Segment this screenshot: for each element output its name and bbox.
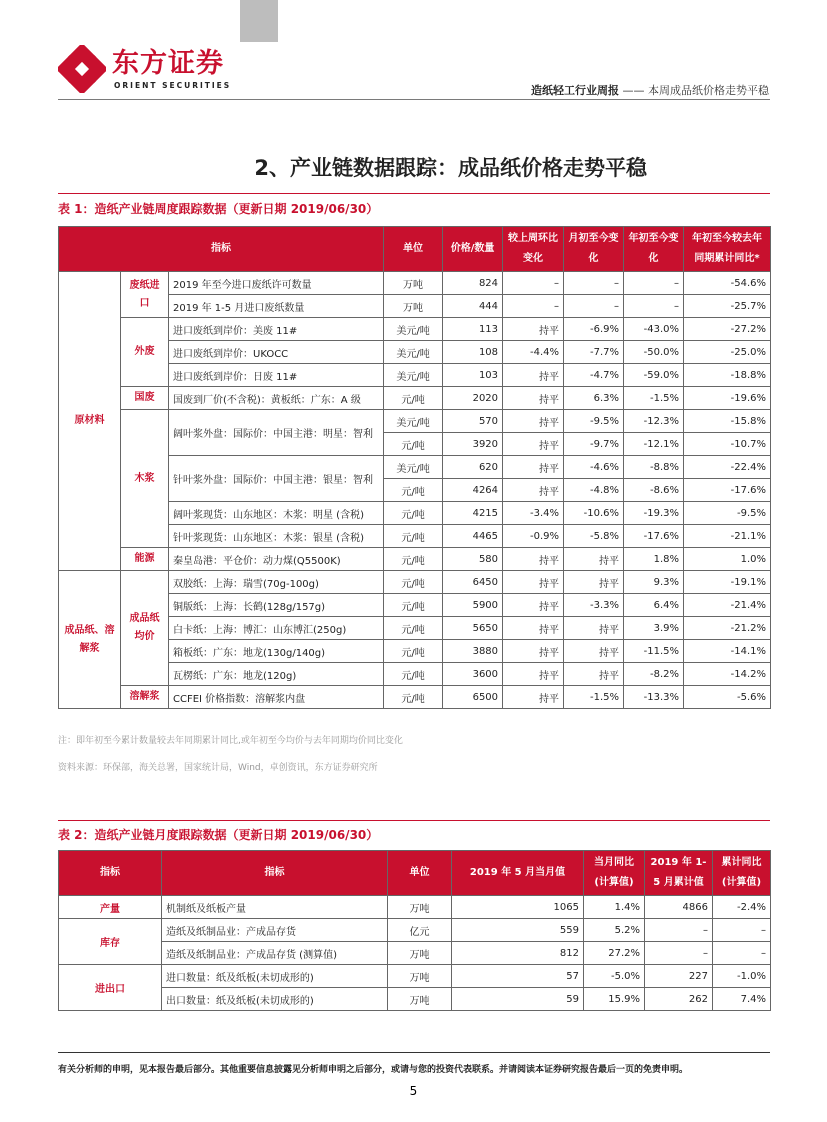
cat-inventory: 库存	[59, 919, 162, 965]
month-value-cell: 559	[452, 919, 584, 942]
price-cell: 108	[443, 341, 503, 364]
price-cell: 824	[443, 272, 503, 295]
ytd-cell: 3.9%	[624, 617, 684, 640]
unit-cell: 美元/吨	[384, 318, 443, 341]
header-cum-yoy: 累计同比(计算值)	[713, 851, 771, 896]
ytd-cell: 9.3%	[624, 571, 684, 594]
report-header	[531, 82, 769, 98]
sub-pulp: 木浆	[121, 410, 169, 548]
indicator-name: 阔叶浆现货：山东地区：木浆：明星 (含税)	[169, 502, 384, 525]
mtd-cell: 持平	[564, 617, 624, 640]
price-cell: 620	[443, 456, 503, 479]
unit-cell: 万吨	[388, 988, 452, 1011]
table2-header-row	[59, 851, 771, 896]
price-cell: 570	[443, 410, 503, 433]
header-category: 指标	[59, 851, 162, 896]
ytd-cell: -43.0%	[624, 318, 684, 341]
month-yoy-cell: 15.9%	[584, 988, 645, 1011]
unit-cell: 万吨	[388, 896, 452, 919]
indicator-name: 双胶纸：上海：瑞雪(70g-100g)	[169, 571, 384, 594]
unit-cell: 元/吨	[384, 502, 443, 525]
wow-cell: 持平	[503, 433, 564, 456]
wow-cell: 持平	[503, 617, 564, 640]
wow-cell: 持平	[503, 548, 564, 571]
cum-yoy-cell: –	[713, 942, 771, 965]
yoy-cell: 1.0%	[684, 548, 771, 571]
ytd-cell: -1.5%	[624, 387, 684, 410]
unit-cell: 万吨	[384, 272, 443, 295]
sub-energy: 能源	[121, 548, 169, 571]
mtd-cell: 持平	[564, 663, 624, 686]
wow-cell: 持平	[503, 594, 564, 617]
table-row	[59, 988, 771, 1011]
mtd-cell: -3.3%	[564, 594, 624, 617]
report-name: 造纸轻工行业周报	[531, 84, 619, 97]
page-number: 5	[409, 1084, 418, 1098]
ytd-cell: -8.6%	[624, 479, 684, 502]
indicator-name: 瓦楞纸：广东：地龙(120g)	[169, 663, 384, 686]
header-unit-2: 单位	[388, 851, 452, 896]
indicator-name: 进口废纸到岸价：UKOCC	[169, 341, 384, 364]
table-row	[59, 965, 771, 988]
footer-disclaimer: 有关分析师的申明，见本报告最后部分。其他重要信息披露见分析师申明之后部分，或请与您的投资代表联系。并请阅读本证券研究报告最后一页的免责申明。	[58, 1065, 689, 1075]
header-month: 2019 年 5 月当月值	[452, 851, 584, 896]
yoy-cell: -27.2%	[684, 318, 771, 341]
yoy-cell: -14.1%	[684, 640, 771, 663]
indicator-name: 造纸及纸制品业：产成品存货 (测算值)	[162, 942, 388, 965]
table-row	[59, 896, 771, 919]
cum-value-cell: 262	[645, 988, 713, 1011]
wow-cell: 持平	[503, 456, 564, 479]
indicator-name: 造纸及纸制品业：产成品存货	[162, 919, 388, 942]
indicator-name: 针叶浆现货：山东地区：木浆：银星 (含税)	[169, 525, 384, 548]
mtd-cell: -4.6%	[564, 456, 624, 479]
yoy-cell: -25.0%	[684, 341, 771, 364]
report-separator: ——	[619, 84, 648, 97]
mtd-cell: 持平	[564, 548, 624, 571]
price-cell: 6450	[443, 571, 503, 594]
unit-cell: 元/吨	[384, 663, 443, 686]
yoy-cell: -21.4%	[684, 594, 771, 617]
price-cell: 3880	[443, 640, 503, 663]
yoy-cell: -15.8%	[684, 410, 771, 433]
header-yoy: 年初至今较去年同期累计同比*	[684, 227, 771, 272]
yoy-cell: -22.4%	[684, 456, 771, 479]
sub-domestic-waste: 国废	[121, 387, 169, 410]
table-row	[59, 387, 771, 410]
table1-header-row	[59, 227, 771, 272]
report-subtitle: 本周成品纸价格走势平稳	[648, 84, 769, 97]
mtd-cell: –	[564, 295, 624, 318]
table-row	[59, 410, 771, 433]
table2-title: 表 2：造纸产业链月度跟踪数据（更新日期 2019/06/30）	[58, 828, 379, 842]
unit-cell: 元/吨	[384, 571, 443, 594]
section-title: 2、产业链数据跟踪：成品纸价格走势平稳	[254, 156, 647, 180]
header-divider	[58, 99, 770, 100]
table-row	[59, 548, 771, 571]
logo-english-name: ORIENT SECURITIES	[114, 81, 232, 90]
table1-top-rule	[58, 193, 770, 194]
mtd-cell: -5.8%	[564, 525, 624, 548]
wow-cell: 持平	[503, 640, 564, 663]
wow-cell: –	[503, 272, 564, 295]
ytd-cell: –	[624, 272, 684, 295]
unit-cell: 元/吨	[384, 548, 443, 571]
ytd-cell: –	[624, 295, 684, 318]
price-cell: 4465	[443, 525, 503, 548]
wow-cell: 持平	[503, 686, 564, 709]
group-paper-pulp: 成品纸、溶解浆	[59, 571, 121, 709]
table-row	[59, 686, 771, 709]
ytd-cell: -12.3%	[624, 410, 684, 433]
cum-yoy-cell: –	[713, 919, 771, 942]
header-gray-block	[240, 0, 278, 42]
month-value-cell: 57	[452, 965, 584, 988]
cum-value-cell: –	[645, 919, 713, 942]
logo-chinese-name: 东方证券	[112, 48, 224, 79]
wow-cell: –	[503, 295, 564, 318]
unit-cell: 元/吨	[384, 433, 443, 456]
price-cell: 6500	[443, 686, 503, 709]
month-value-cell: 1065	[452, 896, 584, 919]
indicator-name: 铜版纸：上海：长鹤(128g/157g)	[169, 594, 384, 617]
sub-dissolving-pulp: 溶解浆	[121, 686, 169, 709]
unit-cell: 元/吨	[384, 617, 443, 640]
table1-note: 注：即年初至今累计数量较去年同期累计同比,或年初至今均价与去年同期均价同比变化	[58, 736, 403, 746]
mtd-cell: -10.6%	[564, 502, 624, 525]
price-cell: 113	[443, 318, 503, 341]
header-wow: 较上周环比变化	[503, 227, 564, 272]
month-yoy-cell: 27.2%	[584, 942, 645, 965]
unit-cell: 美元/吨	[384, 456, 443, 479]
price-cell: 580	[443, 548, 503, 571]
sub-paper-price: 成品纸均价	[121, 571, 169, 686]
wow-cell: 持平	[503, 479, 564, 502]
yoy-cell: -18.8%	[684, 364, 771, 387]
mtd-cell: 6.3%	[564, 387, 624, 410]
wow-cell: 持平	[503, 571, 564, 594]
indicator-name: 2019 年至今进口废纸许可数量	[169, 272, 384, 295]
header-unit: 单位	[384, 227, 443, 272]
yoy-cell: -25.7%	[684, 295, 771, 318]
price-cell: 5650	[443, 617, 503, 640]
yoy-cell: -5.6%	[684, 686, 771, 709]
cat-trade: 进出口	[59, 965, 162, 1011]
mtd-cell: -9.5%	[564, 410, 624, 433]
indicator-name: 2019 年 1-5 月进口废纸数量	[169, 295, 384, 318]
indicator-name: 进口废纸到岸价：日废 11#	[169, 364, 384, 387]
unit-cell: 美元/吨	[384, 341, 443, 364]
mtd-cell: -1.5%	[564, 686, 624, 709]
monthly-tracking-table	[58, 850, 771, 1011]
company-logo	[58, 45, 232, 95]
ytd-cell: -19.3%	[624, 502, 684, 525]
wow-cell: -0.9%	[503, 525, 564, 548]
unit-cell: 万吨	[388, 965, 452, 988]
ytd-cell: -8.8%	[624, 456, 684, 479]
wow-cell: 持平	[503, 387, 564, 410]
indicator-name: 针叶浆外盘：国际价：中国主港：银星：智利	[169, 456, 384, 502]
month-yoy-cell: 5.2%	[584, 919, 645, 942]
indicator-name: 机制纸及纸板产量	[162, 896, 388, 919]
wow-cell: -4.4%	[503, 341, 564, 364]
header-indicator-2: 指标	[162, 851, 388, 896]
yoy-cell: -21.2%	[684, 617, 771, 640]
indicator-name: 进口废纸到岸价：美废 11#	[169, 318, 384, 341]
table-row	[59, 942, 771, 965]
ytd-cell: -11.5%	[624, 640, 684, 663]
mtd-cell: -4.7%	[564, 364, 624, 387]
unit-cell: 元/吨	[384, 686, 443, 709]
yoy-cell: -19.6%	[684, 387, 771, 410]
month-value-cell: 59	[452, 988, 584, 1011]
wow-cell: -3.4%	[503, 502, 564, 525]
cum-value-cell: –	[645, 942, 713, 965]
price-cell: 3920	[443, 433, 503, 456]
table-row	[59, 571, 771, 594]
indicator-name: 白卡纸：上海：博汇：山东博汇(250g)	[169, 617, 384, 640]
mtd-cell: -9.7%	[564, 433, 624, 456]
unit-cell: 万吨	[388, 942, 452, 965]
unit-cell: 美元/吨	[384, 364, 443, 387]
header-month-yoy: 当月同比(计算值)	[584, 851, 645, 896]
indicator-name: 阔叶浆外盘：国际价：中国主港：明星：智利	[169, 410, 384, 456]
table1-source: 资料来源：环保部，海关总署，国家统计局，Wind，卓创资讯，东方证券研究所	[58, 763, 378, 773]
wow-cell: 持平	[503, 364, 564, 387]
table-row	[59, 919, 771, 942]
table1-title: 表 1：造纸产业链周度跟踪数据（更新日期 2019/06/30）	[58, 202, 379, 216]
price-cell: 2020	[443, 387, 503, 410]
indicator-name: 出口数量：纸及纸板(未切成形的)	[162, 988, 388, 1011]
price-cell: 5900	[443, 594, 503, 617]
price-cell: 4264	[443, 479, 503, 502]
cum-value-cell: 227	[645, 965, 713, 988]
ytd-cell: -17.6%	[624, 525, 684, 548]
weekly-tracking-table	[58, 226, 771, 709]
price-cell: 4215	[443, 502, 503, 525]
logo-mark-icon	[58, 45, 106, 93]
ytd-cell: -59.0%	[624, 364, 684, 387]
month-yoy-cell: 1.4%	[584, 896, 645, 919]
ytd-cell: 6.4%	[624, 594, 684, 617]
cum-yoy-cell: -2.4%	[713, 896, 771, 919]
mtd-cell: –	[564, 272, 624, 295]
mtd-cell: -4.8%	[564, 479, 624, 502]
unit-cell: 元/吨	[384, 594, 443, 617]
header-mtd: 月初至今变化	[564, 227, 624, 272]
unit-cell: 万吨	[384, 295, 443, 318]
table-row	[59, 318, 771, 341]
unit-cell: 元/吨	[384, 640, 443, 663]
wow-cell: 持平	[503, 318, 564, 341]
sub-foreign-waste: 外废	[121, 318, 169, 387]
header-cum: 2019 年 1-5 月累计值	[645, 851, 713, 896]
mtd-cell: 持平	[564, 571, 624, 594]
mtd-cell: 持平	[564, 640, 624, 663]
price-cell: 3600	[443, 663, 503, 686]
ytd-cell: 1.8%	[624, 548, 684, 571]
cum-yoy-cell: -1.0%	[713, 965, 771, 988]
indicator-name: 国废到厂价(不含税)：黄板纸：广东：A 级	[169, 387, 384, 410]
header-price: 价格/数量	[443, 227, 503, 272]
group-raw-materials: 原材料	[59, 272, 121, 571]
ytd-cell: -50.0%	[624, 341, 684, 364]
unit-cell: 元/吨	[384, 479, 443, 502]
unit-cell: 美元/吨	[384, 410, 443, 433]
yoy-cell: -54.6%	[684, 272, 771, 295]
ytd-cell: -13.3%	[624, 686, 684, 709]
yoy-cell: -10.7%	[684, 433, 771, 456]
yoy-cell: -14.2%	[684, 663, 771, 686]
wow-cell: 持平	[503, 663, 564, 686]
yoy-cell: -21.1%	[684, 525, 771, 548]
unit-cell: 元/吨	[384, 525, 443, 548]
unit-cell: 亿元	[388, 919, 452, 942]
header-ytd: 年初至今变化	[624, 227, 684, 272]
price-cell: 103	[443, 364, 503, 387]
table-row	[59, 272, 771, 295]
indicator-name: 秦皇岛港：平仓价：动力煤(Q5500K)	[169, 548, 384, 571]
mtd-cell: -7.7%	[564, 341, 624, 364]
price-cell: 444	[443, 295, 503, 318]
yoy-cell: -9.5%	[684, 502, 771, 525]
cat-output: 产量	[59, 896, 162, 919]
footer-divider	[58, 1052, 770, 1053]
header-indicator: 指标	[59, 227, 384, 272]
cum-value-cell: 4866	[645, 896, 713, 919]
indicator-name: 进口数量：纸及纸板(未切成形的)	[162, 965, 388, 988]
mtd-cell: -6.9%	[564, 318, 624, 341]
indicator-name: 箱板纸：广东：地龙(130g/140g)	[169, 640, 384, 663]
month-value-cell: 812	[452, 942, 584, 965]
table2-top-rule	[58, 820, 770, 821]
month-yoy-cell: -5.0%	[584, 965, 645, 988]
yoy-cell: -17.6%	[684, 479, 771, 502]
cum-yoy-cell: 7.4%	[713, 988, 771, 1011]
ytd-cell: -12.1%	[624, 433, 684, 456]
unit-cell: 元/吨	[384, 387, 443, 410]
ytd-cell: -8.2%	[624, 663, 684, 686]
yoy-cell: -19.1%	[684, 571, 771, 594]
indicator-name: CCFEI 价格指数：溶解浆内盘	[169, 686, 384, 709]
wow-cell: 持平	[503, 410, 564, 433]
sub-waste-import: 废纸进口	[121, 272, 169, 318]
